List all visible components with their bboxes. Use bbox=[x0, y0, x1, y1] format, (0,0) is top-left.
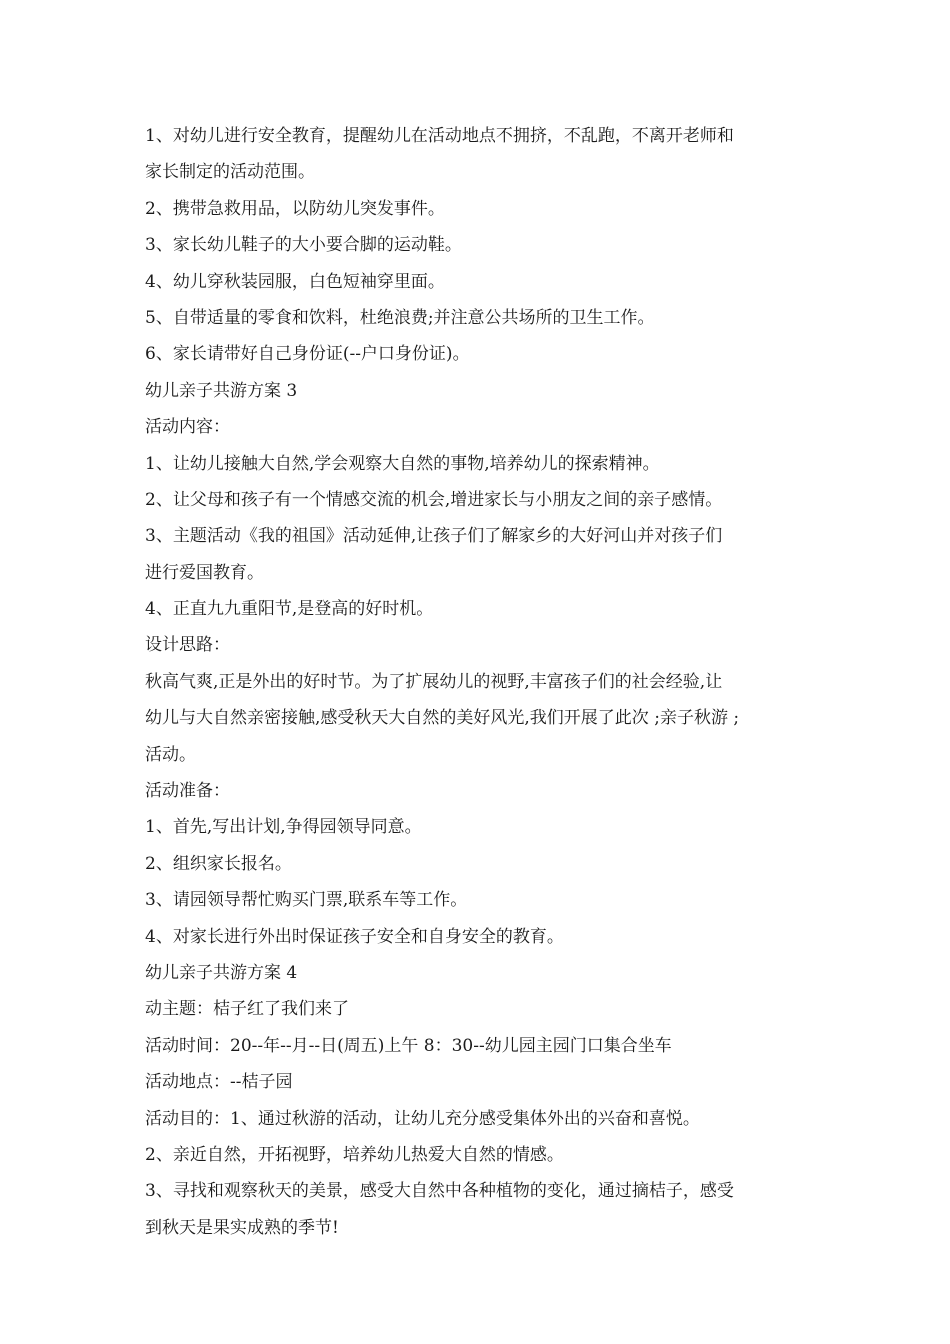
text-line: 4、正直九九重阳节,是登高的好时机。 bbox=[145, 599, 434, 620]
text-line: 1、让幼儿接触大自然,学会观察大自然的事物,培养幼儿的探索精神。 bbox=[145, 453, 660, 474]
text-line: 1、对幼儿进行安全教育，提醒幼儿在活动地点不拥挤，不乱跑，不离开老师和 bbox=[145, 126, 734, 146]
section-heading: 幼儿亲子共游方案 4 bbox=[145, 962, 298, 983]
text-line: 活动目的：1、通过秋游的活动，让幼儿充分感受集体外出的兴奋和喜悦。 bbox=[145, 1108, 700, 1129]
subheading: 活动内容： bbox=[145, 417, 230, 438]
subheading: 设计思路： bbox=[145, 635, 230, 656]
text-line: 家长制定的活动范围。 bbox=[145, 162, 315, 183]
section-heading: 幼儿亲子共游方案 3 bbox=[145, 380, 298, 401]
text-line: 3、家长幼儿鞋子的大小要合脚的运动鞋。 bbox=[145, 235, 462, 256]
text-line: 1、首先,写出计划,争得园领导同意。 bbox=[145, 817, 422, 838]
text-line: 3、寻找和观察秋天的美景，感受大自然中各种植物的变化，通过摘桔子，感受 bbox=[145, 1181, 734, 1202]
text-line: 到秋天是果实成熟的季节! bbox=[145, 1217, 339, 1238]
text-line: 幼儿与大自然亲密接触,感受秋天大自然的美好风光,我们开展了此次 ;亲子秋游 ; bbox=[145, 708, 740, 729]
text-line: 3、主题活动《我的祖国》活动延伸,让孩子们了解家乡的大好河山并对孩子们 bbox=[145, 526, 723, 547]
text-line: 2、携带急救用品，以防幼儿突发事件。 bbox=[145, 198, 445, 219]
text-line: 秋高气爽,正是外出的好时节。为了扩展幼儿的视野,丰富孩子们的社会经验,让 bbox=[145, 671, 723, 692]
text-line: 活动。 bbox=[145, 744, 196, 765]
text-line: 活动时间：20--年--月--日(周五)上午 8：30--幼儿园主园门口集合坐车 bbox=[145, 1035, 672, 1056]
text-line: 活动地点：--桔子园 bbox=[145, 1072, 293, 1093]
text-line: 2、让父母和孩子有一个情感交流的机会,增进家长与小朋友之间的亲子感情。 bbox=[145, 489, 723, 510]
text-line: 6、家长请带好自己身份证(--户口身份证)。 bbox=[145, 344, 470, 365]
text-line: 动主题：桔子红了我们来了 bbox=[145, 999, 349, 1020]
text-line: 5、自带适量的零食和饮料，杜绝浪费;并注意公共场所的卫生工作。 bbox=[145, 307, 655, 328]
text-line: 2、组织家长报名。 bbox=[145, 853, 292, 874]
text-line: 3、请园领导帮忙购买门票,联系车等工作。 bbox=[145, 890, 468, 911]
text-line: 2、亲近自然，开拓视野，培养幼儿热爱大自然的情感。 bbox=[145, 1144, 564, 1165]
subheading: 活动准备： bbox=[145, 781, 230, 802]
document-body bbox=[145, 118, 810, 1246]
text-line: 4、幼儿穿秋装园服，白色短袖穿里面。 bbox=[145, 271, 445, 292]
text-line: 进行爱国教育。 bbox=[145, 562, 264, 583]
text-line: 4、对家长进行外出时保证孩子安全和自身安全的教育。 bbox=[145, 926, 564, 947]
